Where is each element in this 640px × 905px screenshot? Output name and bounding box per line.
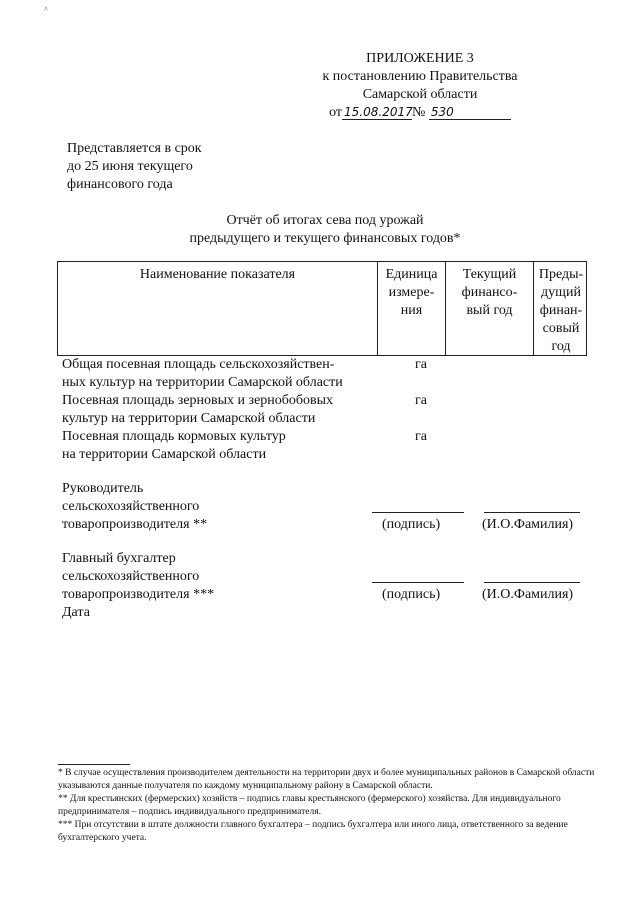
name-line[interactable] bbox=[484, 512, 580, 513]
header-current-line: финансо- bbox=[461, 285, 518, 300]
row-name-line: ных культур на территории Самарской области bbox=[62, 375, 343, 390]
row-indicator-name bbox=[62, 356, 382, 392]
signature-block-head bbox=[62, 480, 592, 540]
row-unit: га bbox=[415, 393, 427, 408]
title-line-1: Отчёт об итогах сева под урожай bbox=[226, 213, 424, 228]
signature-caption: (подпись) bbox=[382, 587, 441, 602]
footnote: *** При отсутствии в штате должности главного бухгалтера – подпись бухгалтера или иного лица, ответственного за ведение бухгалтерского учета. bbox=[58, 820, 568, 843]
header-unit-line: ния bbox=[400, 303, 423, 318]
header-previous-year bbox=[534, 262, 588, 355]
corner-mark: ^ bbox=[44, 5, 48, 14]
name-line[interactable] bbox=[484, 582, 580, 583]
name-caption: (И.О.Фамилия) bbox=[482, 587, 574, 602]
header-previous-line: финан- bbox=[539, 303, 583, 318]
signature-label-line: Главный бухгалтер bbox=[62, 551, 176, 566]
header-current-year bbox=[446, 262, 534, 355]
deadline-line-3: финансового года bbox=[67, 177, 173, 192]
footnote: * В случае осуществления производителем деятельности на территории двух и более муниципальных районов в Самарской области указываются данные получателя по каждому муниципальному району в Самарской области. bbox=[58, 768, 595, 791]
signature-label-line: товаропроизводителя *** bbox=[62, 587, 215, 602]
header-name-text: Наименование показателя bbox=[139, 267, 296, 282]
date-prefix: от bbox=[329, 105, 343, 120]
header-previous-line: год bbox=[551, 339, 571, 354]
signature-caption: (подпись) bbox=[382, 517, 441, 532]
row-unit: га bbox=[415, 429, 427, 444]
signature-label-line: сельскохозяйственного bbox=[62, 499, 200, 514]
row-name-line: Посевная площадь зерновых и зернобобовых bbox=[62, 393, 334, 408]
row-unit: га bbox=[415, 357, 427, 372]
footnote-divider bbox=[58, 764, 130, 765]
report-title bbox=[130, 212, 520, 248]
number-prefix: № bbox=[412, 105, 426, 120]
header-previous-line: совый bbox=[542, 321, 580, 336]
header-previous-line: Преды- bbox=[538, 267, 584, 282]
deadline-line-2: до 25 июня текущего bbox=[67, 159, 193, 174]
header-previous-line: дущий bbox=[541, 285, 581, 300]
signature-line[interactable] bbox=[372, 512, 464, 513]
handwritten-number: 530 bbox=[429, 105, 511, 120]
header-current-line: Текущий bbox=[462, 267, 517, 282]
deadline-line-1: Представляется в срок bbox=[67, 141, 202, 156]
handwritten-date: 15.08.2017 bbox=[344, 105, 413, 119]
row-name-line: на территории Самарской области bbox=[62, 447, 267, 462]
title-line-2: предыдущего и текущего финансовых годов* bbox=[189, 231, 461, 246]
row-name-line: культур на территории Самарской области bbox=[62, 411, 316, 426]
signature-label-line: сельскохозяйственного bbox=[62, 569, 200, 584]
appendix-date-number bbox=[300, 104, 540, 122]
header-current-line: вый год bbox=[466, 303, 513, 318]
signature-label-line: товаропроизводителя ** bbox=[62, 517, 208, 532]
signature-label-line: Руководитель bbox=[62, 481, 144, 496]
report-table-header bbox=[57, 261, 587, 356]
deadline-note bbox=[67, 140, 202, 194]
appendix-region: Самарской области bbox=[362, 87, 478, 102]
row-indicator-name bbox=[62, 392, 382, 428]
signature-block-accountant bbox=[62, 550, 592, 610]
header-unit-line: Единица bbox=[385, 267, 438, 282]
row-name-line: Общая посевная площадь сельскохозяйствен- bbox=[62, 357, 335, 372]
footnotes bbox=[58, 767, 598, 845]
footnote: ** Для крестьянских (фермерских) хозяйств – подпись главы крестьянского (фермерского) хозяйства. Для индивидуального предпринимателя – подпись индивидуального предпринимателя. bbox=[58, 794, 561, 817]
row-indicator-name bbox=[62, 428, 382, 464]
name-caption: (И.О.Фамилия) bbox=[482, 517, 574, 532]
signature-line[interactable] bbox=[372, 582, 464, 583]
date-label: Дата bbox=[62, 605, 90, 620]
header-indicator-name bbox=[58, 262, 378, 355]
appendix-number: ПРИЛОЖЕНИЕ 3 bbox=[366, 51, 474, 66]
appendix-reference: к постановлению Правительства bbox=[322, 69, 518, 84]
header-unit bbox=[378, 262, 446, 355]
appendix-header bbox=[300, 50, 540, 122]
header-unit-line: измере- bbox=[388, 285, 435, 300]
row-name-line: Посевная площадь кормовых культур bbox=[62, 429, 286, 444]
